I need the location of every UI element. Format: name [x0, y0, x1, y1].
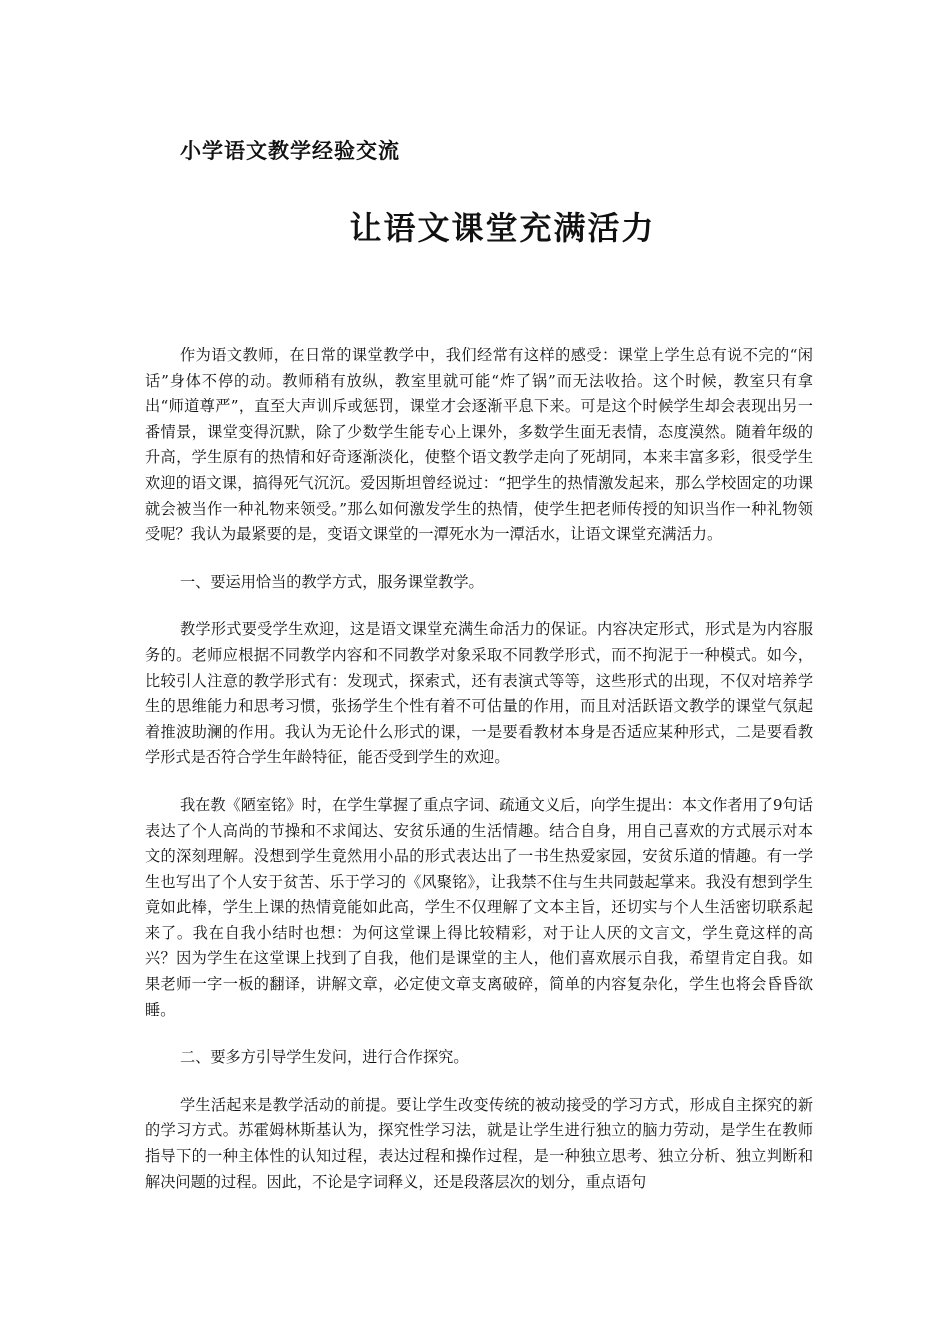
paragraph-intro: 作为语文教师，在日常的课堂教学中，我们经常有这样的感受：课堂上学生总有说不完的“闲话”身体不停的动。教师稍有放纵，教室里就可能“炸了锅”而无法收拾。这个时候，教室只有拿出“师道尊严”，直至大声训斥或惩罚，课堂才会逐渐平息下来。可是这个时候学生却会表现出另一番情景，课堂变得沉默，除了少数学生能专心上课外，多数学生面无表情，态度漠然。随着年级的升高，学生原有的热情和好奇逐渐淡化，使整个语文教学走向了死胡同，本来丰富多彩，很受学生欢迎的语文课，搞得死气沉沉。爱因斯坦曾经说过：“把学生的热情激发起来，那么学校固定的功课就会被当作一种礼物来领受。”那么如何激发学生的热情，使学生把老师传授的知识当作一种礼物领受呢？我认为最紧要的是，变语文课堂的一潭死水为一潭活水，让语文课堂充满活力。 — [145, 346, 813, 544]
document-title: 让语文课堂充满活力 — [349, 209, 656, 247]
section-heading-1: 一、要运用恰当的教学方式，服务课堂教学。 — [179, 572, 484, 591]
document-body — [145, 343, 813, 1217]
paragraph-teaching-form: 教学形式要受学生欢迎，这是语文课堂充满生命活力的保证。内容决定形式，形式是为内容服务的。老师应根据不同教学内容和不同教学对象采取不同教学形式，而不拘泥于一种模式。如今，比较引人注意的教学形式有：发现式，探索式，还有表演式等等，这些形式的出现，不仅对培养学生的思维能力和思考习惯，张扬学生个性有着不可估量的作用，而且对活跃语文教学的课堂气氛起着推波助澜的作用。我认为无论什么形式的课，一是要看教材本身是否适应某种形式，二是要看教学形式是否符合学生年龄特征，能否受到学生的欢迎。 — [145, 620, 813, 767]
section-heading-2: 二、要多方引导学生发问，进行合作探究。 — [179, 1048, 469, 1067]
paragraph-example-loushiming: 我在教《陋室铭》时，在学生掌握了重点字词、疏通文义后，向学生提出：本文作者用了9句话表达了个人高尚的节操和不求闻达、安贫乐通的生活情趣。结合自身，用自己喜欢的方式展示对本文的深刻理解。没想到学生竟然用小品的形式表达出了一书生热爱家园，安贫乐道的情趣。有一学生也写出了个人安于贫苦、乐于学习的《风聚铭》，让我禁不住与生共同鼓起掌来。我没有想到学生竟如此棒，学生上课的热情竟能如此高，学生不仅理解了文本主旨，还切实与个人生活密切联系起来了。我在自我小结时也想：为何这堂课上得比较精彩，对于让人厌的文言文，学生竟这样的高兴？因为学生在这堂课上找到了自我，他们是课堂的主人，他们喜欢展示自我，希望肯定自我。如果老师一字一板的翻译，讲解文章，必定使文章支离破碎，简单的内容复杂化，学生也将会昏昏欲睡。 — [145, 795, 813, 1019]
paragraph-inquiry: 学生活起来是教学活动的前提。要让学生改变传统的被动接受的学习方式，形成自主探究的新的学习方式。苏霍姆林斯基认为，探究性学习法，就是让学生进行独立的脑力劳动，是学生在教师指导下的一种主体性的认知过程，表达过程和操作过程，是一种独立思考、独立分析、独立判断和解决问题的过程。因此，不论是字词释义，还是段落层次的划分，重点语句 — [145, 1095, 813, 1191]
document-subtitle: 小学语文教学经验交流 — [180, 138, 400, 163]
